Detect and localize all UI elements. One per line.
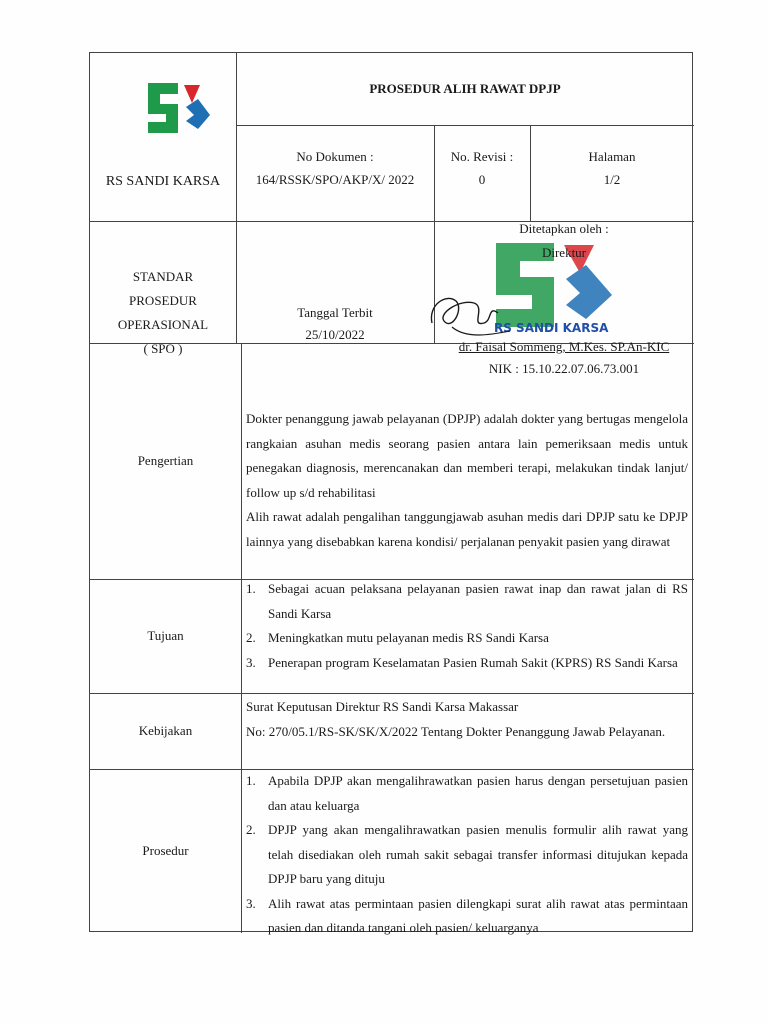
spo-cell (90, 221, 236, 356)
no-dokumen-cell (236, 125, 434, 221)
spo-line: PROSEDUR (129, 293, 197, 308)
pengertian-paragraph: Dokter penanggung jawab pelayanan (DPJP) adalah dokter yang bertugas mengelola rangkaian asuhan medis seorang pasien antara lain pemeriksaan medis untuk penegakan diagnosis, merencanakan dan memberi terapi, melakukan tindak lanjut/ follow up s/d rehabilitasi (246, 411, 688, 500)
list-item: 1. Apabila DPJP akan mengalihrawatkan pasien harus dengan persetujuan pasien dan atau keluarga (246, 773, 688, 813)
tanggal-value: 25/10/2022 (305, 327, 365, 342)
no-revisi-value: 0 (478, 172, 486, 187)
no-revisi-label: No. Revisi : (450, 149, 514, 164)
tanggal-cell (236, 221, 434, 343)
list-item: 3. Penerapan program Keselamatan Pasien Rumah Sakit (KPRS) RS Sandi Karsa (246, 654, 678, 670)
stamp-text: RS SANDI KARSA (494, 321, 609, 335)
halaman-value: 1/2 (603, 172, 621, 187)
pengertian-content (246, 407, 688, 554)
kebijakan-line: No: 270/05.1/RS-SK/SK/X/2022 Tentang Dokter Penanggung Jawab Pelayanan. (246, 723, 666, 739)
director-name: dr. Faisal Sommeng, M.Kes. SP.An-KIC (458, 339, 670, 354)
spo-line: OPERASIONAL (117, 317, 209, 332)
direktur-label: Direktur (541, 245, 587, 260)
prosedur-label: Prosedur (142, 843, 189, 858)
prosedur-list (246, 769, 688, 941)
hospital-logo (134, 77, 214, 147)
list-item: 3. Alih rawat atas permintaan pasien dilengkapi surat alih rawat atas permintaan pasien dan ditanda tangani oleh pasien/ keluarganya (246, 895, 688, 935)
no-dokumen-label: No Dokumen : (296, 149, 374, 164)
pengertian-label: Pengertian (137, 453, 194, 468)
director-nik: NIK : 15.10.22.07.06.73.001 (488, 361, 640, 376)
list-item: 2. DPJP yang akan mengalihrawatkan pasien menulis formulir alih rawat yang telah disediakan oleh rumah sakit sebagai transfer informasi ditujukan kepada DPJP baru yang dituju (246, 822, 688, 886)
spo-line: ( SPO ) (143, 341, 183, 356)
ditetapkan-label: Ditetapkan oleh : (519, 221, 609, 236)
tanggal-label: Tanggal Terbit (297, 305, 373, 320)
divider (241, 343, 242, 933)
ditetapkan-cell (434, 221, 694, 343)
halaman-cell (530, 125, 694, 221)
kebijakan-label: Kebijakan (138, 723, 193, 738)
document-title: PROSEDUR ALIH RAWAT DPJP (369, 81, 561, 96)
spo-table (89, 52, 693, 935)
kebijakan-content (246, 695, 688, 744)
list-item: 2. Meningkatkan mutu pelayanan medis RS Sandi Karsa (246, 630, 549, 645)
tujuan-label: Tujuan (147, 628, 184, 643)
pengertian-paragraph: Alih rawat adalah pengalihan tanggungjawab asuhan medis dari DPJP satu ke DPJP lainnya yang disebabkan karena kondisi/ perjalanan penyakit pasien yang dirawat (246, 509, 688, 549)
no-dokumen-value: 164/RSSK/SPO/AKP/X/ 2022 (255, 172, 415, 187)
halaman-label: Halaman (588, 149, 636, 164)
spo-line: STANDAR (132, 269, 194, 284)
no-revisi-cell (434, 125, 530, 221)
signature (426, 283, 516, 345)
kebijakan-line: Surat Keputusan Direktur RS Sandi Karsa Makassar (246, 699, 519, 714)
logo-cell (90, 53, 236, 221)
hospital-name: RS SANDI KARSA (105, 174, 221, 189)
list-item: 1. Sebagai acuan pelaksana pelayanan pasien rawat inap dan rawat jalan di RS Sandi Karsa (246, 581, 688, 621)
tujuan-list (246, 577, 688, 675)
